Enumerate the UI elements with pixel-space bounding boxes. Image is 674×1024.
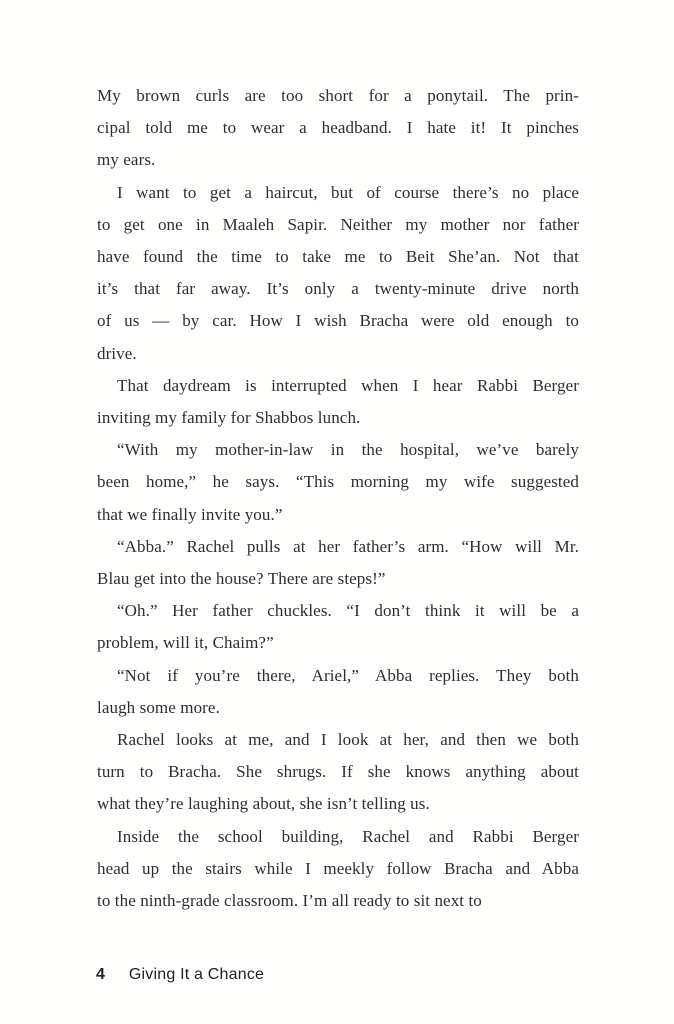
text-line: Inside the school building, Rachel and Rabbi Berger: [117, 826, 579, 846]
text-line: problem, will it, Chaim?”: [97, 633, 274, 653]
page-number: 4: [96, 966, 105, 983]
text-line: drive.: [97, 343, 137, 363]
text-line: to the ninth-grade classroom. I’m all ready to sit next to: [97, 891, 482, 911]
text-line: it’s that far away. It’s only a twenty-minute drive north: [97, 279, 579, 299]
paragraph: [97, 724, 579, 821]
text-line: have found the time to take me to Beit She’an. Not that: [97, 247, 579, 267]
paragraph: [97, 80, 579, 177]
paragraph: [97, 177, 579, 370]
paragraph: [97, 370, 579, 434]
text-line: I want to get a haircut, but of course there’s no place: [117, 182, 579, 202]
text-line: to get one in Maaleh Sapir. Neither my mother nor father: [97, 214, 579, 234]
page-footer: [96, 966, 264, 984]
paragraph: [97, 595, 579, 659]
text-line: of us — by car. How I wish Bracha were old enough to: [97, 311, 579, 331]
text-line: My brown curls are too short for a ponytail. The prin-: [97, 86, 579, 105]
text-line: what they’re laughing about, she isn’t telling us.: [97, 794, 430, 814]
text-line: been home,” he says. “This morning my wife suggested: [97, 472, 579, 492]
text-line: “With my mother-in-law in the hospital, we’ve barely: [117, 440, 579, 460]
text-line: Rachel looks at me, and I look at her, and then we both: [117, 730, 579, 750]
paragraph: [97, 434, 579, 531]
text-line: “Abba.” Rachel pulls at her father’s arm. “How will Mr.: [117, 536, 579, 556]
text-line: turn to Bracha. She shrugs. If she knows anything about: [97, 762, 579, 782]
text-line: That daydream is interrupted when I hear Rabbi Berger: [117, 375, 579, 395]
paragraph: [97, 531, 579, 595]
text-line: “Oh.” Her father chuckles. “I don’t think it will be a: [117, 601, 579, 621]
text-line: “Not if you’re there, Ariel,” Abba replies. They both: [117, 665, 579, 685]
text-line: inviting my family for Shabbos lunch.: [97, 408, 361, 428]
text-line: head up the stairs while I meekly follow Bracha and Abba: [97, 858, 579, 878]
running-title: Giving It a Chance: [128, 966, 265, 983]
text-line: my ears.: [97, 150, 156, 170]
paragraph: [97, 821, 579, 918]
body-text: [97, 80, 579, 917]
text-line: cipal told me to wear a headband. I hate it! It pinches: [97, 118, 579, 138]
text-line: Blau get into the house? There are steps!”: [97, 569, 386, 589]
paragraph: [97, 660, 579, 724]
text-line: that we finally invite you.”: [97, 504, 283, 524]
text-line: laugh some more.: [97, 697, 220, 717]
